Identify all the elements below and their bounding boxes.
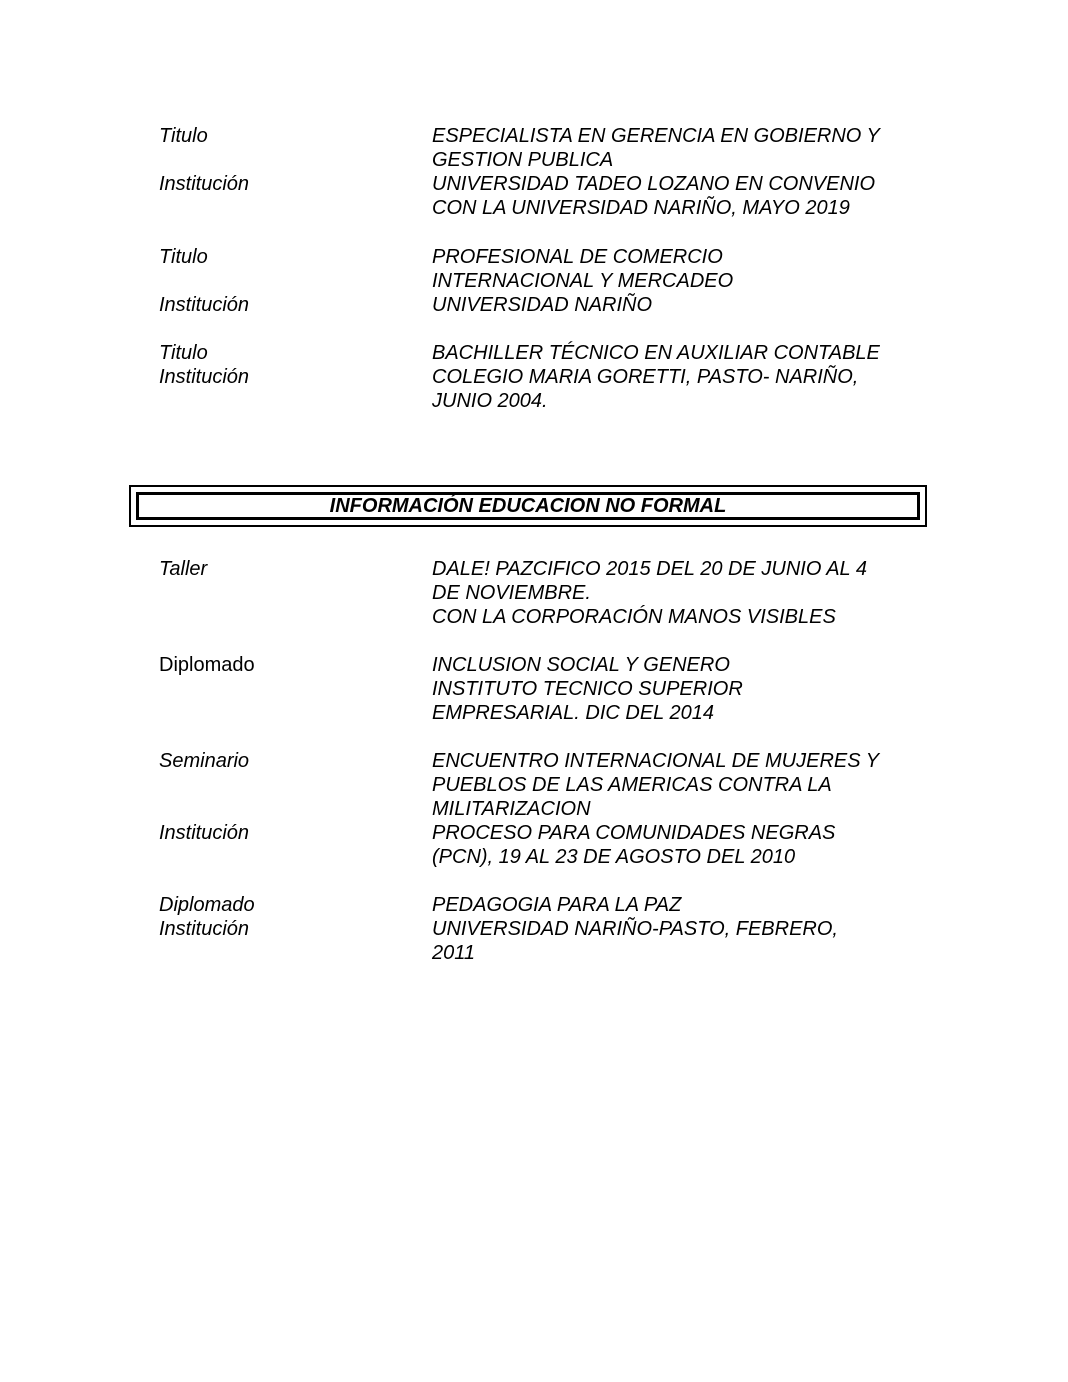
entry-value-line: (PCN), 19 AL 23 DE AGOSTO DEL 2010 — [432, 846, 796, 868]
entry-value-line: JUNIO 2004. — [432, 390, 548, 412]
entry-value-line: GESTION PUBLICA — [432, 149, 614, 171]
entry-value-line: EMPRESARIAL. DIC DEL 2014 — [432, 702, 714, 724]
entry-value-line: 2011 — [432, 942, 476, 964]
entry-value — [432, 341, 932, 365]
section-title: INFORMACIÓN EDUCACION NO FORMAL — [329, 494, 727, 517]
entry-value-line: ENCUENTRO INTERNACIONAL DE MUJERES Y — [432, 750, 880, 772]
section-header-box — [129, 485, 927, 527]
entry-value-line: UNIVERSIDAD NARIÑO-PASTO, FEBRERO, — [432, 918, 838, 940]
entry-value-line: PROFESIONAL DE COMERCIO — [432, 246, 723, 268]
entry-value — [432, 365, 932, 413]
entry-label: Institución — [159, 173, 250, 195]
entry-value — [432, 749, 932, 821]
entry-value-line: INTERNACIONAL Y MERCADEO — [432, 270, 734, 292]
entry-label: Institución — [159, 918, 250, 940]
entry-value-line: COLEGIO MARIA GORETTI, PASTO- NARIÑO, — [432, 366, 859, 388]
entry-label: Taller — [159, 558, 208, 580]
entry-value-line: DE NOVIEMBRE. — [432, 582, 591, 604]
entry-value-line: PUEBLOS DE LAS AMERICAS CONTRA LA — [432, 774, 832, 796]
entry-value — [432, 653, 932, 725]
entry-label: Institución — [159, 366, 250, 388]
entry-label: Titulo — [159, 246, 208, 268]
entry-value-line: CON LA CORPORACIÓN MANOS VISIBLES — [432, 606, 836, 628]
entry-value — [432, 557, 932, 629]
entry-value-line: CON LA UNIVERSIDAD NARIÑO, MAYO 2019 — [432, 197, 850, 219]
entry-value-line: BACHILLER TÉCNICO EN AUXILIAR CONTABLE — [432, 342, 880, 364]
entry-label: Titulo — [159, 125, 208, 147]
entry-label: Institución — [159, 294, 250, 316]
entry-value — [432, 917, 932, 965]
entry-label: Seminario — [159, 750, 250, 772]
entry-value — [432, 893, 932, 917]
entry-value — [432, 821, 932, 869]
entry-value-line: PROCESO PARA COMUNIDADES NEGRAS — [432, 822, 836, 844]
entry-value — [432, 293, 932, 317]
entry-value — [432, 124, 932, 172]
entry-value-line: ESPECIALISTA EN GERENCIA EN GOBIERNO Y — [432, 125, 880, 147]
entry-value-line: INCLUSION SOCIAL Y GENERO — [432, 654, 730, 676]
entry-value-line: INSTITUTO TECNICO SUPERIOR — [432, 678, 743, 700]
entry-value-line: DALE! PAZCIFICO 2015 DEL 20 DE JUNIO AL 4 — [432, 558, 867, 580]
entry-label: Diplomado — [159, 654, 255, 676]
entry-label: Titulo — [159, 342, 208, 364]
entry-value-line: PEDAGOGIA PARA LA PAZ — [432, 894, 682, 916]
entry-value — [432, 172, 932, 220]
entry-value-line: UNIVERSIDAD NARIÑO — [432, 294, 653, 316]
entry-value-line: MILITARIZACION — [432, 798, 591, 820]
section-header-inner — [136, 492, 920, 520]
entry-label: Diplomado — [159, 894, 255, 916]
entry-value-line: UNIVERSIDAD TADEO LOZANO EN CONVENIO — [432, 173, 876, 195]
entry-label: Institución — [159, 822, 250, 844]
entry-value — [432, 245, 932, 293]
